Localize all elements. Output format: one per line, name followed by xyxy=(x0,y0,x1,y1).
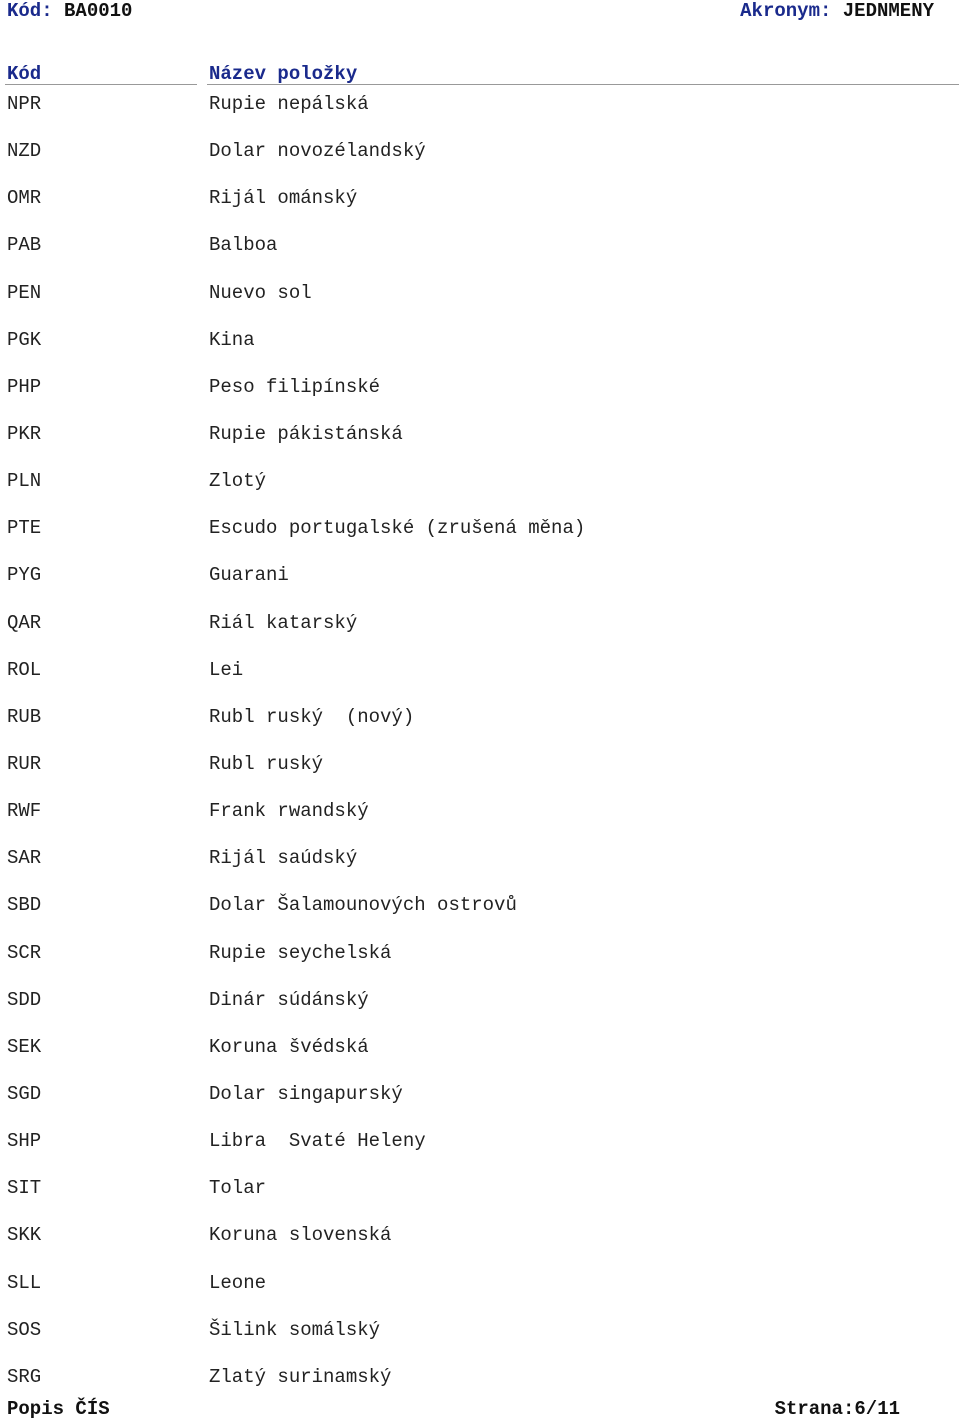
table-row xyxy=(0,517,960,564)
table-row xyxy=(0,1319,960,1366)
column-header-name: Název položky xyxy=(209,63,358,85)
currency-name: Rijál ománský xyxy=(209,187,358,210)
table-row xyxy=(0,1177,960,1224)
page-number xyxy=(775,1398,900,1420)
currency-code: SAR xyxy=(7,847,42,870)
currency-table xyxy=(0,93,960,1413)
table-row xyxy=(0,1036,960,1083)
document-acronym xyxy=(740,0,934,22)
currency-code: PKR xyxy=(7,422,42,445)
table-row xyxy=(0,329,960,376)
currency-code: SHP xyxy=(7,1130,42,1153)
currency-code: SBD xyxy=(7,894,42,917)
acronym-label: Akronym: xyxy=(740,0,832,22)
currency-name: Kina xyxy=(209,328,255,351)
table-row xyxy=(0,706,960,753)
code-label: Kód: xyxy=(7,0,53,22)
table-row xyxy=(0,612,960,659)
currency-code: RUB xyxy=(7,705,42,728)
document-code xyxy=(7,0,132,22)
currency-code: PGK xyxy=(7,328,42,351)
currency-code: SCR xyxy=(7,941,42,964)
currency-code: NPR xyxy=(7,93,42,115)
table-row xyxy=(0,800,960,847)
currency-code: ROL xyxy=(7,658,42,681)
currency-name: Escudo portugalské (zrušená měna) xyxy=(209,517,586,540)
table-row xyxy=(0,894,960,941)
currency-code: SLL xyxy=(7,1271,42,1294)
table-row xyxy=(0,93,960,140)
currency-code: QAR xyxy=(7,611,42,634)
currency-name: Koruna slovenská xyxy=(209,1224,392,1247)
table-row xyxy=(0,564,960,611)
currency-name: Guarani xyxy=(209,564,289,587)
currency-code: PHP xyxy=(7,375,42,398)
currency-name: Rubl ruský (nový) xyxy=(209,705,415,728)
currency-name: Leone xyxy=(209,1271,267,1294)
currency-name: Riál katarský xyxy=(209,611,358,634)
currency-name: Libra Svaté Heleny xyxy=(209,1130,426,1153)
table-row xyxy=(0,423,960,470)
table-row xyxy=(0,1272,960,1319)
currency-code: SDD xyxy=(7,988,42,1011)
currency-name: Rupie seychelská xyxy=(209,941,392,964)
currency-name: Zlatý surinamský xyxy=(209,1365,392,1388)
currency-code: SGD xyxy=(7,1082,42,1105)
table-row xyxy=(0,942,960,989)
currency-name: Koruna švédská xyxy=(209,1035,369,1058)
currency-code: SEK xyxy=(7,1035,42,1058)
currency-name: Balboa xyxy=(209,234,278,257)
currency-code: PTE xyxy=(7,517,42,540)
currency-name: Dinár súdánský xyxy=(209,988,369,1011)
currency-code: RWF xyxy=(7,800,42,823)
currency-name: Peso filipínské xyxy=(209,375,381,398)
currency-code: SIT xyxy=(7,1177,42,1200)
currency-name: Dolar Šalamounových ostrovů xyxy=(209,894,517,917)
table-row xyxy=(0,659,960,706)
acronym-value: JEDNMENY xyxy=(842,0,934,22)
table-row xyxy=(0,140,960,187)
column-rule-name xyxy=(207,84,959,85)
currency-name: Zlotý xyxy=(209,470,267,493)
currency-name: Rijál saúdský xyxy=(209,847,358,870)
currency-name: Rupie pákistánská xyxy=(209,422,403,445)
table-row xyxy=(0,1224,960,1271)
currency-code: NZD xyxy=(7,140,42,163)
currency-code: PYG xyxy=(7,564,42,587)
currency-name: Šilink somálský xyxy=(209,1318,381,1341)
table-row xyxy=(0,753,960,800)
page-label: Strana: xyxy=(774,1398,855,1420)
footer-title: Popis ČÍS xyxy=(7,1398,110,1420)
table-row xyxy=(0,847,960,894)
currency-code: PLN xyxy=(7,470,42,493)
currency-name: Tolar xyxy=(209,1177,267,1200)
currency-name: Lei xyxy=(209,658,244,681)
table-row xyxy=(0,282,960,329)
table-row xyxy=(0,234,960,281)
currency-name: Dolar novozélandský xyxy=(209,140,426,163)
table-row xyxy=(0,1130,960,1177)
currency-code: SOS xyxy=(7,1318,42,1341)
table-row xyxy=(0,1083,960,1130)
currency-code: SRG xyxy=(7,1365,42,1388)
currency-code: SKK xyxy=(7,1224,42,1247)
currency-code: PAB xyxy=(7,234,42,257)
code-value: BA0010 xyxy=(64,0,133,22)
column-header-code: Kód xyxy=(7,63,42,85)
table-row xyxy=(0,187,960,234)
currency-name: Dolar singapurský xyxy=(209,1082,403,1105)
currency-code: PEN xyxy=(7,281,42,304)
page-value: 6/11 xyxy=(854,1398,900,1420)
currency-name: Rubl ruský xyxy=(209,752,324,775)
currency-name: Nuevo sol xyxy=(209,281,312,304)
table-row xyxy=(0,989,960,1036)
table-row xyxy=(0,376,960,423)
currency-code: OMR xyxy=(7,187,42,210)
currency-code: RUR xyxy=(7,752,42,775)
currency-name: Frank rwandský xyxy=(209,800,369,823)
currency-name: Rupie nepálská xyxy=(209,93,369,115)
table-row xyxy=(0,470,960,517)
column-rule-code xyxy=(5,84,197,85)
